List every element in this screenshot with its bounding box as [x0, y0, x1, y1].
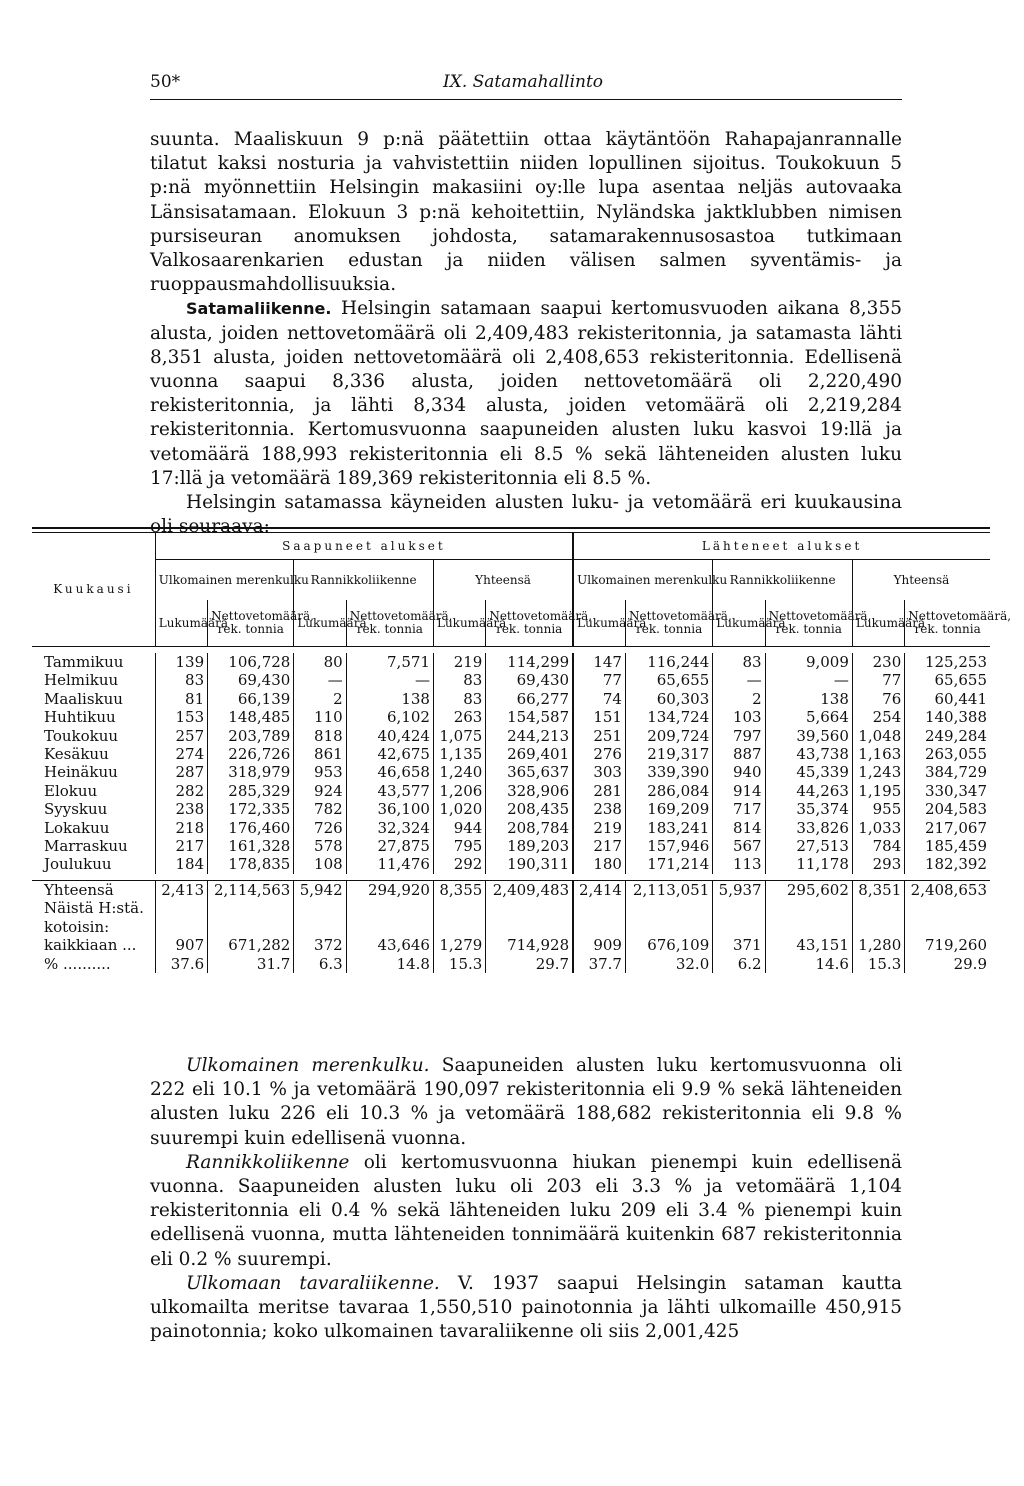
intro-text — [150, 128, 902, 539]
section-heading: Ulkomaan tavaraliikenne. — [186, 1272, 440, 1294]
count-cell: 83 — [433, 671, 485, 689]
tonnage-cell: 217,067 — [905, 819, 990, 837]
tonnage-cell: 263,055 — [905, 745, 990, 763]
count-cell: 944 — [433, 819, 485, 837]
tonnage-cell: 32,324 — [346, 819, 433, 837]
row-label: Yhteensä — [32, 880, 155, 899]
tonnage-cell: 6,102 — [346, 708, 433, 726]
tonnage-cell: — — [765, 671, 852, 689]
table-row — [32, 708, 990, 726]
count-cell — [573, 899, 625, 917]
tonnage-cell: 32.0 — [625, 955, 712, 973]
table-row — [32, 819, 990, 837]
tonnage-cell: 294,920 — [346, 880, 433, 899]
count-cell: 784 — [852, 837, 904, 855]
tonnage-cell: 204,583 — [905, 800, 990, 818]
count-cell: — — [294, 671, 346, 689]
count-cell: 217 — [155, 837, 207, 855]
outro-text — [150, 1054, 902, 1344]
count-cell — [573, 918, 625, 936]
tonnage-cell: 39,560 — [765, 727, 852, 745]
tonnage-cell: 60,441 — [905, 690, 990, 708]
count-cell: 263 — [433, 708, 485, 726]
tonnage-cell: 183,241 — [625, 819, 712, 837]
paragraph: Helsingin satamassa käyneiden alusten luku- ja vetomäärä eri kuukausina oli seuraava: — [150, 492, 902, 538]
section-heading: Ulkomainen merenkulku. — [186, 1055, 430, 1076]
tonnage-cell: 226,726 — [208, 745, 294, 763]
row-label: % .......... — [44, 954, 111, 973]
count-cell: 887 — [713, 745, 765, 763]
tonnage-cell: 31.7 — [208, 955, 294, 973]
tonnage-cell: 27,513 — [765, 837, 852, 855]
table-row — [32, 782, 990, 800]
tonnage-cell: 2,408,653 — [905, 880, 990, 899]
count-cell: 814 — [713, 819, 765, 837]
count-column-header: Lukumäärä — [155, 600, 207, 647]
tonnage-cell: 154,587 — [486, 708, 573, 726]
count-cell: 6.3 — [294, 955, 346, 973]
count-cell: 2,414 — [573, 880, 625, 899]
table-row — [32, 837, 990, 855]
count-cell: 907 — [155, 936, 207, 954]
count-cell: 108 — [294, 855, 346, 873]
count-cell — [155, 899, 207, 917]
tonnage-cell: 208,784 — [486, 819, 573, 837]
domestic-row — [32, 936, 990, 954]
table-row — [32, 745, 990, 763]
count-cell: 274 — [155, 745, 207, 763]
count-cell: 219 — [433, 653, 485, 671]
count-cell: 37.6 — [155, 955, 207, 973]
departed-group-header: Lähteneet alukset — [573, 533, 990, 560]
count-cell: — — [713, 671, 765, 689]
row-label: Huhtikuu — [44, 708, 116, 727]
count-cell: 8,355 — [433, 880, 485, 899]
tonnage-cell: 249,284 — [905, 727, 990, 745]
row-label: Heinäkuu — [44, 763, 118, 782]
tonnage-cell: 138 — [765, 690, 852, 708]
count-cell — [294, 918, 346, 936]
tonnage-cell: 148,485 — [208, 708, 294, 726]
count-cell: 795 — [433, 837, 485, 855]
row-label: Kesäkuu — [44, 745, 109, 764]
tonnage-cell: 27,875 — [346, 837, 433, 855]
count-cell — [852, 918, 904, 936]
count-cell: 15.3 — [433, 955, 485, 973]
tonnage-cell: 60,303 — [625, 690, 712, 708]
count-cell: 219 — [573, 819, 625, 837]
count-cell: 1,135 — [433, 745, 485, 763]
tonnage-cell: 134,724 — [625, 708, 712, 726]
sub-header-coastal: Rannikkoliikenne — [294, 560, 434, 601]
tonnage-cell: 2,409,483 — [486, 880, 573, 899]
count-cell: 1,243 — [852, 763, 904, 781]
domestic-label-row — [32, 918, 990, 936]
count-cell: 77 — [573, 671, 625, 689]
tonnage-cell: 29.9 — [905, 955, 990, 973]
paragraph-body: Saapuneiden alusten luku kertomusvuonna oli 222 eli 10.1 % ja vetomäärä 190,097 rekisteritonnia eli 9.9 % sekä lähteneiden alusten luku 226 eli 10.3 % ja vetomäärä 188,682 rekisteritonnia eli 9.8 % suurempi kuin edellisenä vuonna. — [150, 1055, 903, 1149]
tonnage-cell: 65,655 — [905, 671, 990, 689]
tonnage-cell: 9,009 — [765, 653, 852, 671]
tonnage-cell — [208, 918, 294, 936]
row-label: Joulukuu — [44, 855, 112, 874]
tonnage-cell: 714,928 — [486, 936, 573, 954]
count-cell: 6.2 — [713, 955, 765, 973]
table-rule — [32, 527, 990, 529]
tonnage-cell: 171,214 — [625, 855, 712, 873]
count-cell: 924 — [294, 782, 346, 800]
count-cell: 1,020 — [433, 800, 485, 818]
count-cell: 276 — [573, 745, 625, 763]
tonnage-cell: 43,151 — [765, 936, 852, 954]
tonnage-column-header: Nettovetomäärä, rek. tonnia — [346, 600, 433, 647]
count-cell: 578 — [294, 837, 346, 855]
count-cell: 818 — [294, 727, 346, 745]
count-cell: 37.7 — [573, 955, 625, 973]
tonnage-cell: 106,728 — [208, 653, 294, 671]
count-cell: 372 — [294, 936, 346, 954]
count-cell: 293 — [852, 855, 904, 873]
tonnage-cell: 719,260 — [905, 936, 990, 954]
count-cell: 292 — [433, 855, 485, 873]
tonnage-cell: 11,178 — [765, 855, 852, 873]
paragraph — [150, 1151, 902, 1272]
count-cell — [713, 899, 765, 917]
tonnage-cell: 328,906 — [486, 782, 573, 800]
count-cell: 5,942 — [294, 880, 346, 899]
tonnage-cell — [905, 899, 990, 917]
tonnage-cell: 189,203 — [486, 837, 573, 855]
count-column-header: Lukumäärä — [433, 600, 485, 647]
tonnage-cell: 208,435 — [486, 800, 573, 818]
paragraph-body: Helsingin satamaan saapui kertomusvuoden aikana 8,355 alusta, joiden nettovetomäärä oli 2,409,483 rekisteritonnia, ja satamasta lähti 8,351 alusta, joiden nettovetomäärä oli 2,408,653 rekisteritonnia. Edellisenä vuonna saapui 8,336 alusta, joiden nettovetomäärä oli 2,220,490 rekisteritonnia, ja lähti 8,334 alusta, joiden vetomäärä oli 2,219,284 rekisteritonnia. Kertomusvuonna saapuneiden alusten luku kasvoi 19:llä ja vetomäärä 188,993 rekisteritonnia eli 8.5 % sekä lähteneiden alusten luku 17:llä ja vetomäärä 189,369 rekisteritonnia eli 8.5 %. — [150, 298, 902, 489]
tonnage-cell: 116,244 — [625, 653, 712, 671]
sub-header-foreign: Ulkomainen merenkulku — [573, 560, 713, 601]
tonnage-cell: 318,979 — [208, 763, 294, 781]
count-cell: 5,937 — [713, 880, 765, 899]
tonnage-cell: 2,114,563 — [208, 880, 294, 899]
count-cell: 1,048 — [852, 727, 904, 745]
count-cell: 110 — [294, 708, 346, 726]
tonnage-cell: 140,388 — [905, 708, 990, 726]
tonnage-cell: 182,392 — [905, 855, 990, 873]
count-cell: 303 — [573, 763, 625, 781]
tonnage-column-header: Nettovetomäärä, rek. tonnia — [208, 600, 294, 647]
count-cell: 251 — [573, 727, 625, 745]
tonnage-cell: 384,729 — [905, 763, 990, 781]
count-cell — [713, 918, 765, 936]
count-cell: 567 — [713, 837, 765, 855]
row-label: Toukokuu — [44, 726, 119, 745]
tonnage-cell: 203,789 — [208, 727, 294, 745]
section-heading: Satamaliikenne. — [186, 299, 332, 319]
count-cell: 80 — [294, 653, 346, 671]
tonnage-cell: 157,946 — [625, 837, 712, 855]
count-cell: 83 — [713, 653, 765, 671]
tonnage-cell — [208, 899, 294, 917]
tonnage-cell: 339,390 — [625, 763, 712, 781]
count-cell: 230 — [852, 653, 904, 671]
count-cell: 113 — [713, 855, 765, 873]
paragraph — [150, 297, 902, 491]
page-header — [150, 72, 902, 94]
tonnage-cell: 33,826 — [765, 819, 852, 837]
tonnage-cell: 40,424 — [346, 727, 433, 745]
count-cell — [294, 899, 346, 917]
count-cell: 914 — [713, 782, 765, 800]
count-cell: 953 — [294, 763, 346, 781]
row-label: Lokakuu — [44, 818, 110, 837]
tonnage-cell: 65,655 — [625, 671, 712, 689]
row-label: kaikkiaan ... — [44, 936, 137, 955]
count-cell: 184 — [155, 855, 207, 873]
table-row — [32, 727, 990, 745]
tonnage-cell — [625, 899, 712, 917]
header-rule — [150, 99, 902, 100]
tonnage-cell: 43,646 — [346, 936, 433, 954]
count-cell: 1,033 — [852, 819, 904, 837]
table-row — [32, 800, 990, 818]
tonnage-cell: 176,460 — [208, 819, 294, 837]
tonnage-cell: 269,401 — [486, 745, 573, 763]
count-cell: 15.3 — [852, 955, 904, 973]
arrived-group-header: Saapuneet alukset — [155, 533, 573, 560]
tonnage-cell — [346, 899, 433, 917]
percent-row — [32, 955, 990, 973]
count-cell: 2,413 — [155, 880, 207, 899]
tonnage-cell: 66,139 — [208, 690, 294, 708]
domestic-label-row — [32, 899, 990, 917]
tonnage-cell: 69,430 — [486, 671, 573, 689]
count-cell: 238 — [573, 800, 625, 818]
row-label: Elokuu — [44, 781, 98, 800]
tonnage-cell: 29.7 — [486, 955, 573, 973]
tonnage-column-header: Nettovetomäärä, rek. tonnia — [765, 600, 852, 647]
row-label: Tammikuu — [44, 653, 124, 671]
row-label: Marraskuu — [44, 837, 128, 856]
section-heading: Rannikkoliikenne — [186, 1151, 350, 1173]
count-cell: 955 — [852, 800, 904, 818]
tonnage-cell — [486, 899, 573, 917]
tonnage-cell: 36,100 — [346, 800, 433, 818]
tonnage-cell — [905, 918, 990, 936]
tonnage-cell: 161,328 — [208, 837, 294, 855]
count-cell: 139 — [155, 653, 207, 671]
sub-header-total: Yhteensä — [433, 560, 573, 601]
sub-header-foreign: Ulkomainen merenkulku — [155, 560, 294, 601]
count-cell: 1,163 — [852, 745, 904, 763]
tonnage-cell: 169,209 — [625, 800, 712, 818]
count-cell: 238 — [155, 800, 207, 818]
paragraph-body: oli kertomusvuonna hiukan pienempi kuin edellisenä vuonna. Saapuneiden alusten luku oli 203 eli 3.3 % ja vetomäärä 1,104 rekisteritonnia eli 0.4 % sekä lähteneiden luku 209 eli 3.4 % pienempi kuin edellisenä vuonna, mutta lähteneiden tonnimäärä kuitenkin 687 rekisteritonnia eli 0.2 % suurempi. — [150, 1151, 902, 1270]
count-cell: 77 — [852, 671, 904, 689]
count-cell: 797 — [713, 727, 765, 745]
chapter-title: IX. Satamahallinto — [443, 72, 604, 92]
tonnage-cell: 69,430 — [208, 671, 294, 689]
tonnage-cell: 286,084 — [625, 782, 712, 800]
tonnage-column-header: Nettovetomäärä, rek. tonnia — [905, 600, 990, 647]
count-cell: 8,351 — [852, 880, 904, 899]
total-row — [32, 880, 990, 899]
count-cell — [852, 899, 904, 917]
count-cell: 74 — [573, 690, 625, 708]
tonnage-cell: 365,637 — [486, 763, 573, 781]
count-cell: 1,280 — [852, 936, 904, 954]
tonnage-column-header: Nettovetomäärä, rek. tonnia — [486, 600, 573, 647]
count-cell: 81 — [155, 690, 207, 708]
tonnage-cell: 285,329 — [208, 782, 294, 800]
tonnage-column-header: Nettovetomäärä, rek. tonnia — [625, 600, 712, 647]
count-cell: 1,075 — [433, 727, 485, 745]
count-cell: 83 — [155, 671, 207, 689]
tonnage-cell: 66,277 — [486, 690, 573, 708]
count-cell: 287 — [155, 763, 207, 781]
count-cell: 2 — [294, 690, 346, 708]
row-label: Maaliskuu — [44, 689, 123, 708]
tonnage-cell — [346, 918, 433, 936]
paragraph — [150, 1272, 902, 1345]
count-cell: 257 — [155, 727, 207, 745]
count-cell: 1,240 — [433, 763, 485, 781]
count-cell: 717 — [713, 800, 765, 818]
tonnage-cell — [765, 899, 852, 917]
count-cell: 1,206 — [433, 782, 485, 800]
month-column-header: Kuukausi — [32, 533, 155, 647]
tonnage-cell: 330,347 — [905, 782, 990, 800]
tonnage-cell — [625, 918, 712, 936]
tonnage-cell: 185,459 — [905, 837, 990, 855]
tonnage-cell: 43,577 — [346, 782, 433, 800]
count-cell: 940 — [713, 763, 765, 781]
count-cell: 180 — [573, 855, 625, 873]
count-cell: 861 — [294, 745, 346, 763]
tonnage-cell: 11,476 — [346, 855, 433, 873]
page-number: 50* — [150, 72, 181, 92]
count-cell: 1,195 — [852, 782, 904, 800]
count-column-header: Lukumäärä — [852, 600, 904, 647]
row-label: Syyskuu — [44, 800, 108, 819]
count-cell: 76 — [852, 690, 904, 708]
tonnage-cell: 172,335 — [208, 800, 294, 818]
tonnage-cell: 178,835 — [208, 855, 294, 873]
tonnage-cell: 219,317 — [625, 745, 712, 763]
count-cell: 83 — [433, 690, 485, 708]
table-row — [32, 690, 990, 708]
count-cell: 281 — [573, 782, 625, 800]
sub-header-total: Yhteensä — [852, 560, 990, 601]
count-cell: 909 — [573, 936, 625, 954]
tonnage-cell: 46,658 — [346, 763, 433, 781]
count-cell: 282 — [155, 782, 207, 800]
tonnage-cell: 43,738 — [765, 745, 852, 763]
count-cell: 2 — [713, 690, 765, 708]
count-column-header: Lukumäärä — [573, 600, 625, 647]
table-row — [32, 855, 990, 873]
tonnage-cell: 42,675 — [346, 745, 433, 763]
row-label: kotoisin: — [44, 917, 110, 936]
count-cell — [433, 899, 485, 917]
count-column-header: Lukumäärä — [294, 600, 346, 647]
count-cell: 151 — [573, 708, 625, 726]
table-row — [32, 671, 990, 689]
row-label: Helmikuu — [44, 671, 119, 690]
tonnage-cell: 44,263 — [765, 782, 852, 800]
count-column-header: Lukumäärä — [713, 600, 765, 647]
tonnage-cell: 295,602 — [765, 880, 852, 899]
table-row — [32, 763, 990, 781]
tonnage-cell: 125,253 — [905, 653, 990, 671]
table-row — [32, 653, 990, 671]
count-cell — [433, 918, 485, 936]
count-cell: 726 — [294, 819, 346, 837]
tonnage-cell: 209,724 — [625, 727, 712, 745]
tonnage-cell: 190,311 — [486, 855, 573, 873]
tonnage-cell: 35,374 — [765, 800, 852, 818]
tonnage-cell — [486, 918, 573, 936]
tonnage-cell: 14.6 — [765, 955, 852, 973]
count-cell: 153 — [155, 708, 207, 726]
tonnage-cell: 114,299 — [486, 653, 573, 671]
tonnage-cell: 676,109 — [625, 936, 712, 954]
harbour-traffic-table — [32, 527, 1012, 973]
count-cell: 147 — [573, 653, 625, 671]
row-label: Näistä H:stä. — [44, 899, 144, 918]
count-cell: 371 — [713, 936, 765, 954]
paragraph: suunta. Maaliskuun 9 p:nä päätettiin ottaa käytäntöön Rahapajanrannalle tilatut kaksi nosturia ja vahvistettiin niiden lopullinen sijoitus. Toukokuun 5 p:nä myönnettiin Helsingin makasiini oy:lle lupa asentaa neljäs autovaaka Länsisatamaan. Elokuun 3 p:nä kehoitettiin, Nyländska jaktklubben nimisen pursiseuran anomuksen johdosta, satamarakennusosastoa tutkimaan Valkosaarenkarien edustan ja niiden välisen salmen syventämis- ja ruoppausmahdollisuuksia. — [150, 129, 902, 296]
tonnage-cell: 2,113,051 — [625, 880, 712, 899]
tonnage-cell: 7,571 — [346, 653, 433, 671]
count-cell: 218 — [155, 819, 207, 837]
count-cell — [155, 918, 207, 936]
tonnage-cell: 5,664 — [765, 708, 852, 726]
paragraph — [150, 1054, 902, 1151]
tonnage-cell: — — [346, 671, 433, 689]
count-cell: 217 — [573, 837, 625, 855]
tonnage-cell: 671,282 — [208, 936, 294, 954]
tonnage-cell: 138 — [346, 690, 433, 708]
count-cell: 254 — [852, 708, 904, 726]
tonnage-cell: 45,339 — [765, 763, 852, 781]
tonnage-cell: 244,213 — [486, 727, 573, 745]
tonnage-cell: 14.8 — [346, 955, 433, 973]
count-cell: 103 — [713, 708, 765, 726]
sub-header-coastal: Rannikkoliikenne — [713, 560, 853, 601]
count-cell: 782 — [294, 800, 346, 818]
tonnage-cell — [765, 918, 852, 936]
paragraph-body: V. 1937 saapui Helsingin sataman kautta ulkomailta meritse tavaraa 1,550,510 painotonnia ja lähti ulkomaille 450,915 painotonnia; koko ulkomainen tavaraliikenne oli siis 2,001,425 — [150, 1272, 903, 1343]
count-cell: 1,279 — [433, 936, 485, 954]
